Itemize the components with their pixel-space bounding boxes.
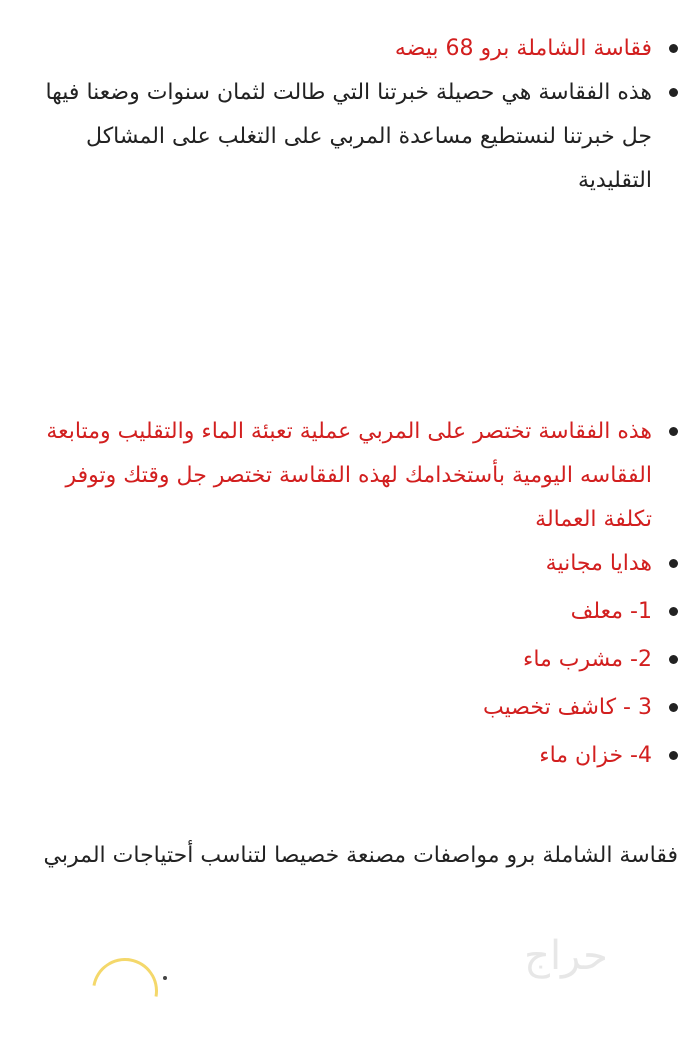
gift-text: 3 - كاشف تخصيب	[483, 695, 652, 720]
list-item-gift-3	[38, 686, 678, 730]
bullet-icon	[669, 751, 678, 760]
list-item-gifts-heading	[38, 542, 678, 586]
gift-text: 4- خزان ماء	[539, 743, 652, 768]
product-title-text: فقاسة الشاملة برو 68 بيضه	[394, 36, 652, 61]
gifts-heading-text: هدايا مجانية	[545, 551, 652, 576]
haraj-watermark-logo: حراج	[524, 933, 608, 979]
gift-text: 1- معلف	[570, 599, 652, 624]
decorative-dot-icon	[163, 976, 167, 980]
specs-paragraph: فقاسة الشاملة برو مواصفات مصنعة خصيصا لتناسب أحتياجات المربي	[43, 843, 678, 868]
decorative-arc-icon	[79, 945, 171, 1037]
intro-list	[38, 27, 678, 203]
list-item-title	[38, 27, 678, 71]
feature-text: هذه الفقاسة تختصر على المربي عملية تعبئة الماء والتقليب ومتابعة الفقاسه اليومية بأستخدامك لهذه الفقاسة تختصر جل وقتك وتوفر تكلفة العمالة	[46, 419, 652, 532]
bullet-icon	[669, 607, 678, 616]
description-text: هذه الفقاسة هي حصيلة خبرتنا التي طالت لثمان سنوات وضعنا فيها جل خبرتنا لنستطيع مساعدة المربي على التغلب على المشاكل التقليدية	[45, 80, 652, 193]
bullet-icon	[669, 427, 678, 436]
list-item-feature	[38, 410, 678, 542]
bullet-icon	[669, 703, 678, 712]
list-item-gift-1	[38, 590, 678, 634]
bullet-icon	[669, 655, 678, 664]
gift-text: 2- مشرب ماء	[522, 647, 652, 672]
features-list	[38, 410, 678, 782]
bullet-icon	[669, 44, 678, 53]
bullet-icon	[669, 88, 678, 97]
bullet-icon	[669, 559, 678, 568]
list-item-gift-4	[38, 734, 678, 778]
list-item-description	[38, 71, 678, 203]
list-item-gift-2	[38, 638, 678, 682]
